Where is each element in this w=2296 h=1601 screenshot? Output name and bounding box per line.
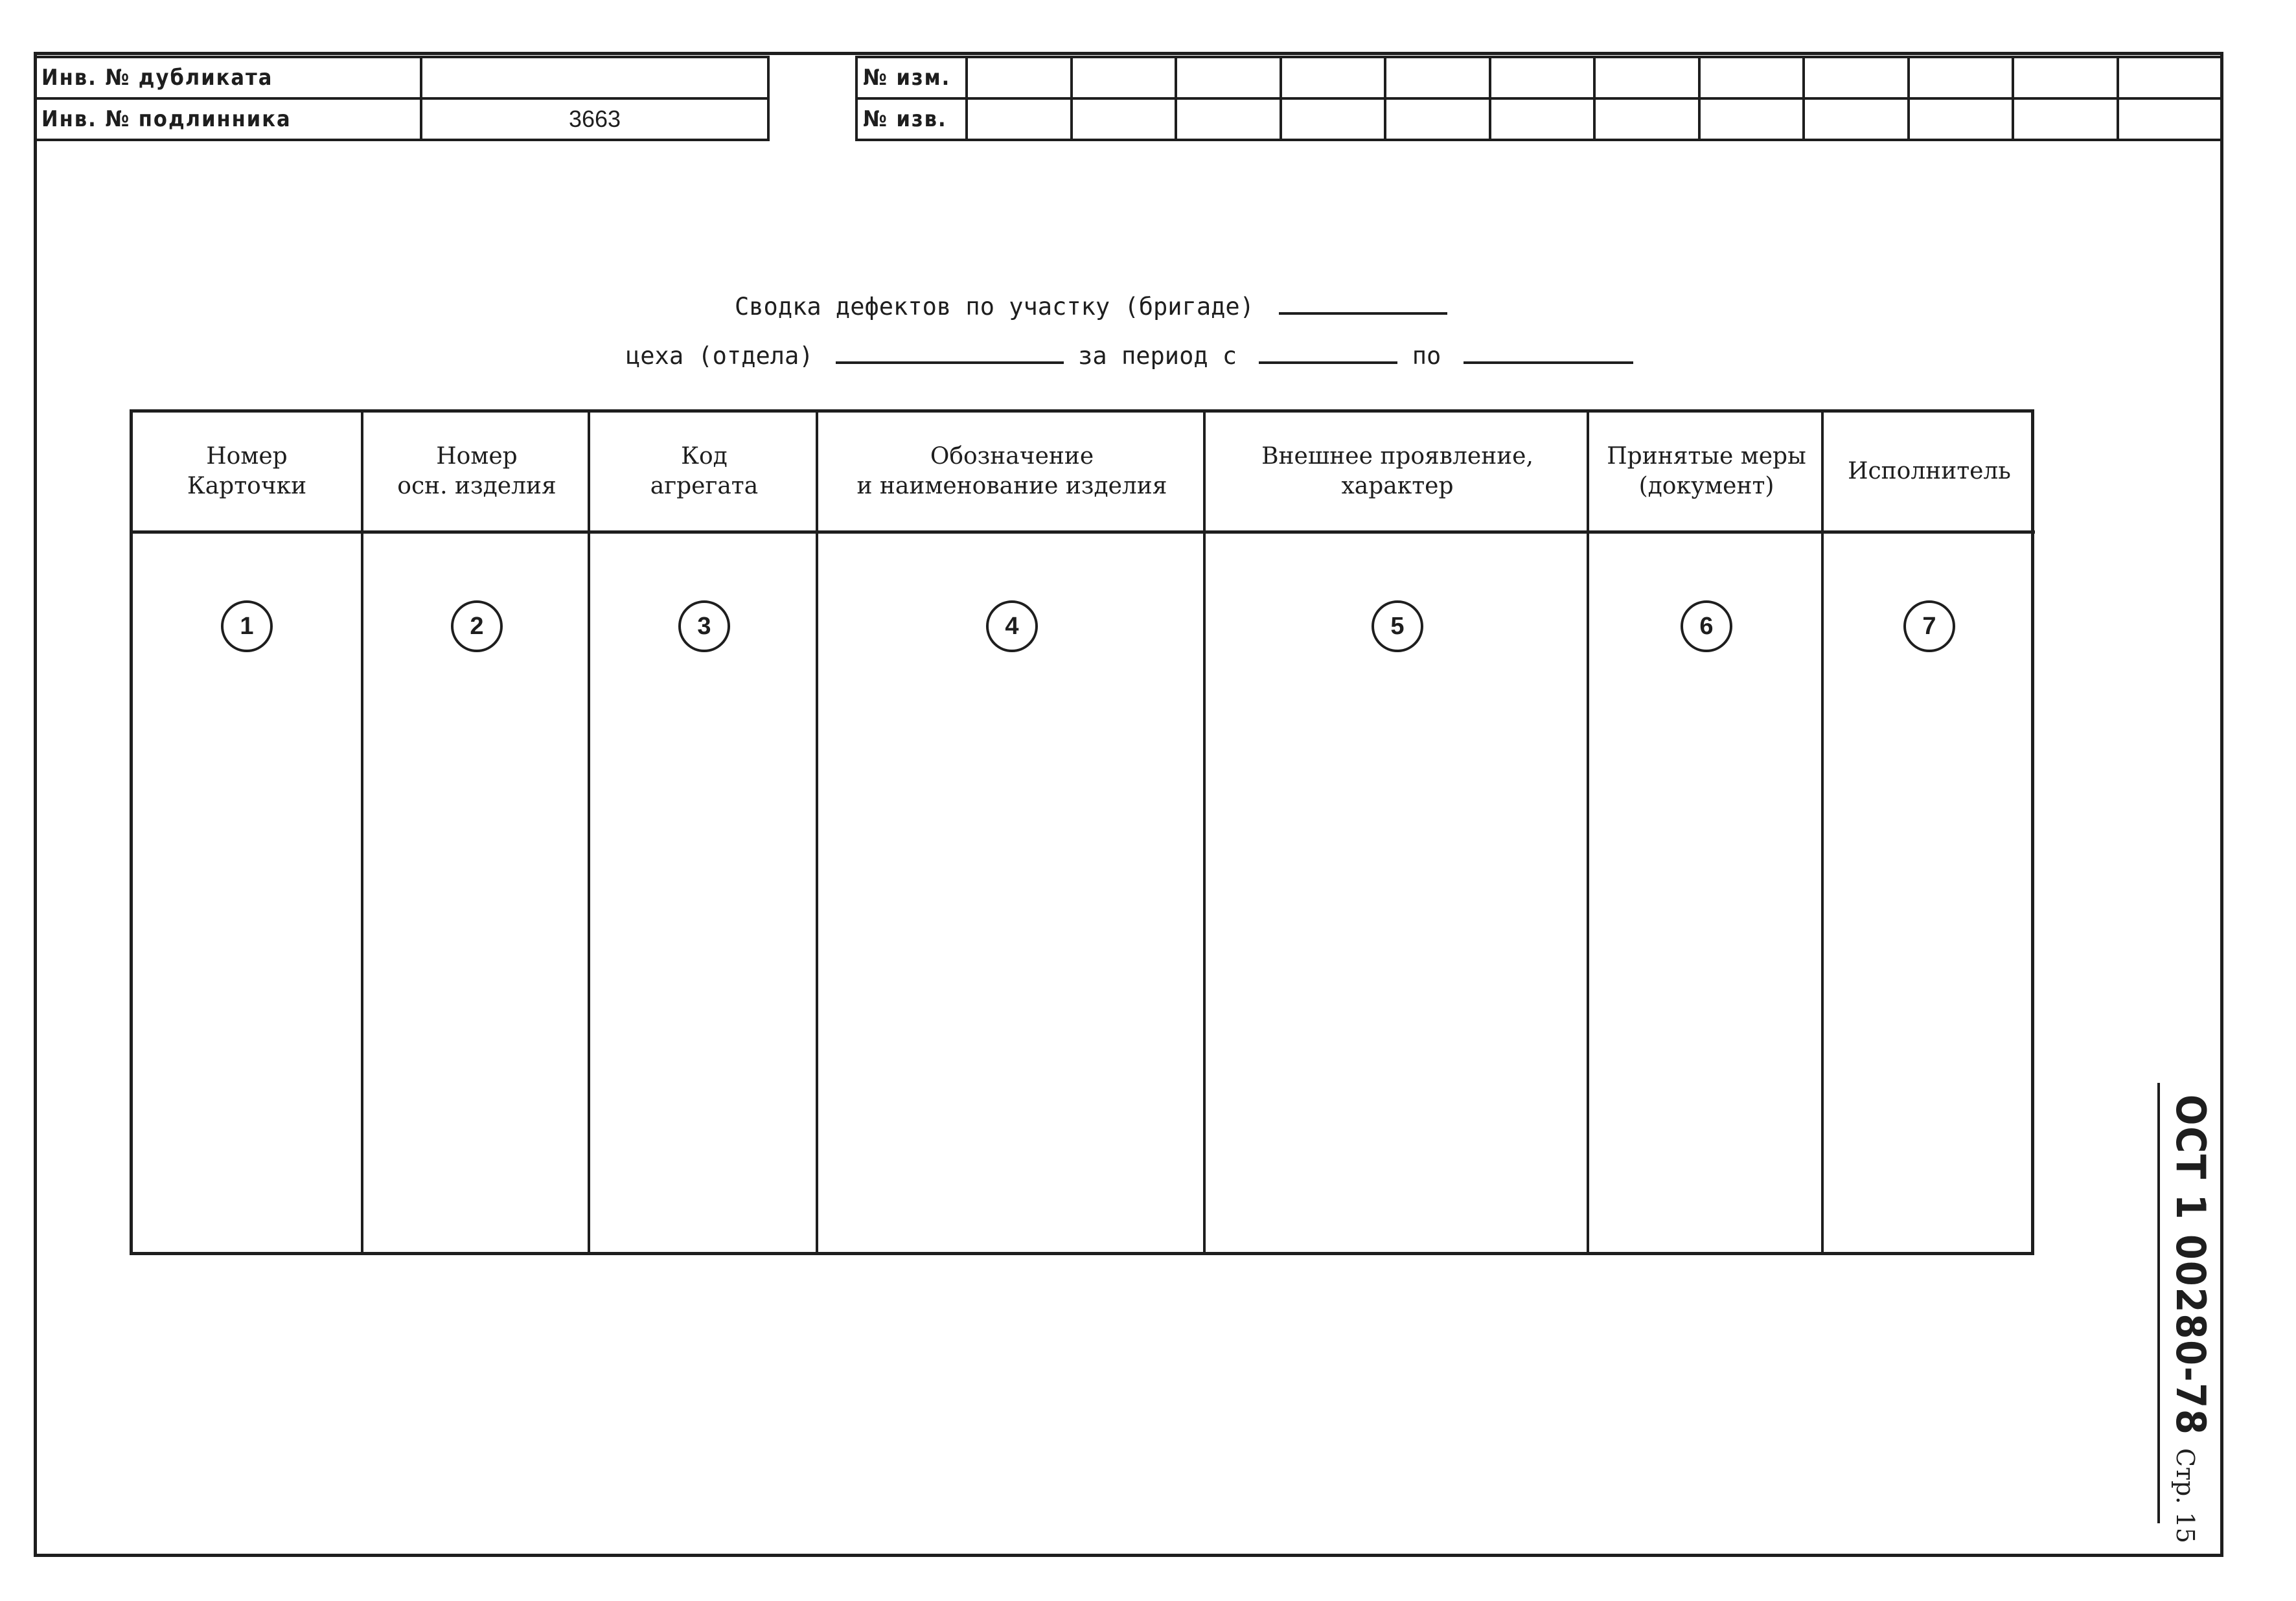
notice-cell xyxy=(1072,98,1177,140)
column-executor xyxy=(1821,413,2035,1252)
column-base-item-number xyxy=(361,413,590,1252)
column-header xyxy=(133,413,361,534)
revision-cell xyxy=(1072,57,1177,98)
duplicate-inv-label: Инв. № дубликата xyxy=(35,57,421,98)
revision-number-label: № изм. xyxy=(856,57,967,98)
defects-table xyxy=(130,409,2034,1255)
notice-cell xyxy=(967,98,1072,140)
header-line-2: осн. изделия xyxy=(397,473,557,499)
header-line-2: и наименование изделия xyxy=(856,473,1167,499)
column-measures-taken xyxy=(1587,413,1824,1252)
revision-cell xyxy=(1490,57,1595,98)
revision-cell xyxy=(2118,57,2223,98)
column-card-number xyxy=(133,413,361,1252)
period-from-label: за период с xyxy=(1078,342,1237,370)
revision-cell xyxy=(1176,57,1281,98)
notice-cell xyxy=(2013,98,2118,140)
column-number-circle: 2 xyxy=(451,600,503,652)
notice-cell xyxy=(1281,98,1386,140)
standard-code: ОСТ 1 00280-78 xyxy=(2167,1095,2214,1436)
revision-cell xyxy=(2013,57,2118,98)
column-header xyxy=(1206,413,1589,534)
notice-cell xyxy=(1490,98,1595,140)
column-number-circle: 4 xyxy=(986,600,1038,652)
revision-cell xyxy=(1594,57,1699,98)
period-to-blank xyxy=(1464,342,1633,364)
column-number-circle: 7 xyxy=(1903,600,1955,652)
column-header xyxy=(363,413,590,534)
notice-cell xyxy=(1909,98,2014,140)
header-line-1: Код xyxy=(681,443,728,470)
header-line-2: характер xyxy=(1341,473,1454,499)
column-external-manifestation xyxy=(1203,413,1589,1252)
notice-cell xyxy=(1385,98,1490,140)
workshop-label: цеха (отдела) xyxy=(626,342,814,370)
revision-cell xyxy=(1699,57,1804,98)
notice-cell xyxy=(1699,98,1804,140)
header-line-2: Карточки xyxy=(187,473,307,499)
header-line-2: (документ) xyxy=(1638,473,1774,499)
column-number-circle: 1 xyxy=(221,600,273,652)
workshop-blank xyxy=(836,342,1064,364)
revision-cell xyxy=(1281,57,1386,98)
header-line-1: Номер xyxy=(436,443,518,470)
period-from-blank xyxy=(1259,342,1397,364)
revision-cell xyxy=(1909,57,2014,98)
notice-cell xyxy=(1594,98,1699,140)
column-number-circle: 5 xyxy=(1372,600,1423,652)
summary-title-line1 xyxy=(735,293,1447,321)
duplicate-inv-value xyxy=(421,57,768,98)
column-header xyxy=(1589,413,1824,534)
revision-cell xyxy=(1804,57,1909,98)
column-number-circle: 6 xyxy=(1681,600,1732,652)
notice-cell xyxy=(1176,98,1281,140)
section-blank xyxy=(1279,293,1447,315)
revision-cell xyxy=(1385,57,1490,98)
original-inv-label: Инв. № подлинника xyxy=(35,98,421,140)
revision-cell xyxy=(967,57,1072,98)
period-to-label: по xyxy=(1412,342,1441,370)
notice-cell xyxy=(2118,98,2223,140)
summary-title-text: Сводка дефектов по участку (бригаде) xyxy=(735,293,1254,321)
summary-title-line2 xyxy=(626,342,1633,370)
notice-cell xyxy=(1804,98,1909,140)
header-line-1: Номер xyxy=(206,443,288,470)
column-header xyxy=(818,413,1206,534)
column-number-circle: 3 xyxy=(678,600,730,652)
header-line-1: Исполнитель xyxy=(1848,458,2011,484)
column-item-designation xyxy=(816,413,1206,1252)
header-line-1: Обозначение xyxy=(930,443,1094,470)
inventory-stamp xyxy=(34,56,770,141)
header-line-1: Внешнее проявление, xyxy=(1261,443,1533,470)
column-header xyxy=(590,413,818,534)
column-header xyxy=(1824,413,2035,534)
header-line-1: Принятые меры xyxy=(1607,443,1806,470)
notice-number-label: № изв. xyxy=(856,98,967,140)
standard-code-label xyxy=(2163,1095,2214,1543)
original-inv-value: 3663 xyxy=(421,98,768,140)
column-unit-code xyxy=(588,413,818,1252)
page-number: Стр. 15 xyxy=(2171,1448,2199,1543)
header-line-2: агрегата xyxy=(650,473,759,499)
revision-stamp xyxy=(855,56,2223,141)
